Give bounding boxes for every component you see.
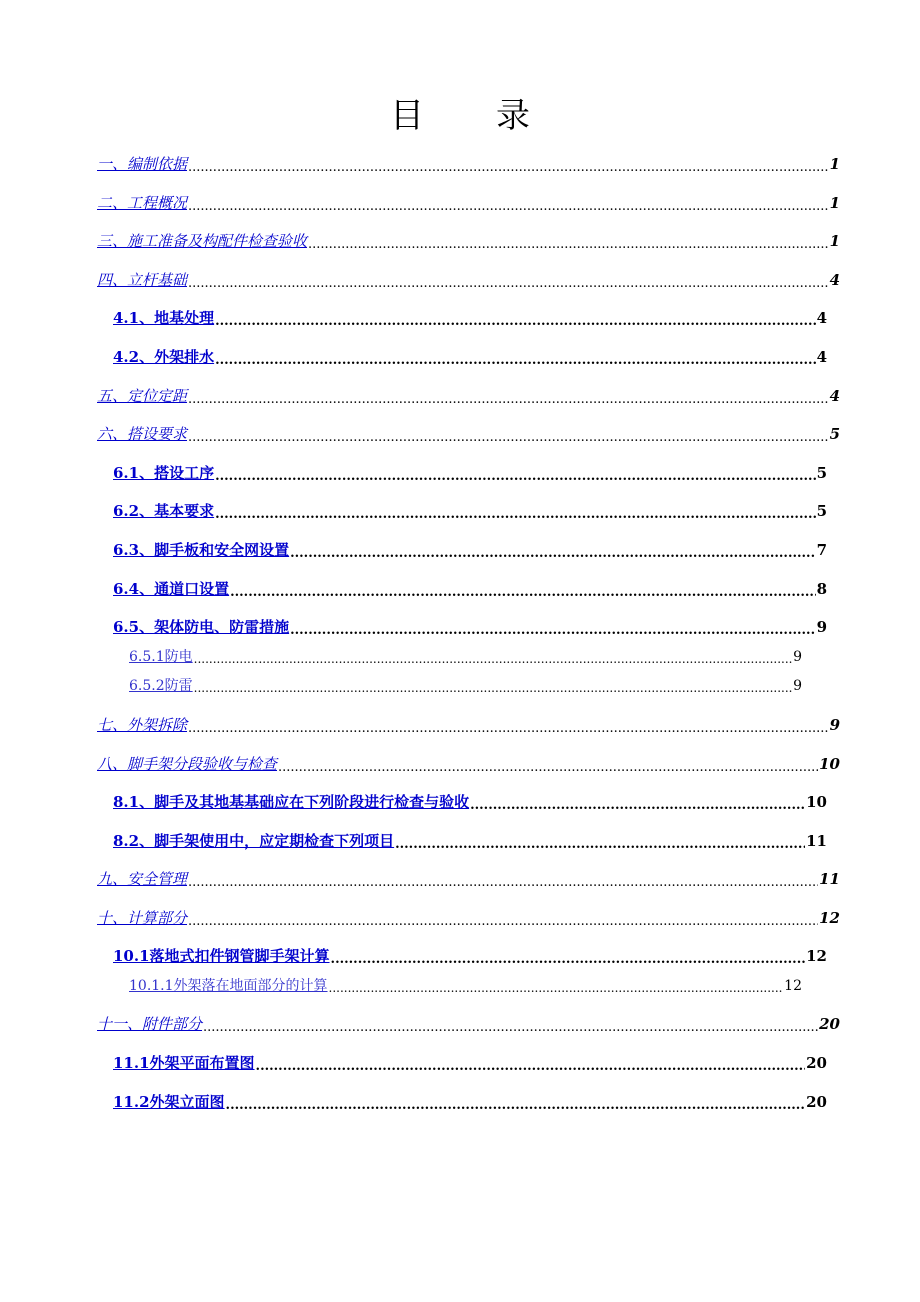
- toc-entry-link[interactable]: 10.1.1外架落在地面部分的计算: [129, 978, 328, 994]
- toc-entry[interactable]: [129, 646, 802, 668]
- toc-page-number: 11: [819, 870, 840, 888]
- dot-leader: [194, 679, 792, 695]
- toc-page-number: 12: [819, 909, 840, 927]
- toc-page-number: 1: [829, 194, 840, 212]
- toc-page-number: 20: [819, 1015, 840, 1033]
- dot-leader: [194, 650, 792, 666]
- toc-entry-link[interactable]: 11.1外架平面布置图: [113, 1054, 255, 1072]
- toc-entry-link[interactable]: 6.5、架体防电、防雷措施: [113, 618, 290, 636]
- toc-entry-link[interactable]: 6.1、搭设工序: [113, 464, 215, 482]
- dot-leader: [188, 912, 818, 928]
- toc-entry-link[interactable]: 五、定位定距: [97, 387, 188, 405]
- toc-page-number: 9: [816, 618, 827, 636]
- toc-entry[interactable]: [97, 153, 840, 175]
- toc-page-number: 20: [806, 1093, 827, 1111]
- dot-leader: [188, 274, 829, 290]
- toc-page-number: 4: [829, 387, 840, 405]
- toc-page-number: 12: [784, 978, 802, 994]
- toc-entry[interactable]: [97, 907, 840, 929]
- toc-page-number: 10: [819, 755, 840, 773]
- toc-entry-link[interactable]: 六、搭设要求: [97, 425, 188, 443]
- toc-entry[interactable]: [113, 307, 827, 329]
- dot-leader: [226, 1096, 806, 1112]
- toc-entry[interactable]: [113, 791, 827, 813]
- toc-entry-link[interactable]: 七、外架拆除: [97, 716, 188, 734]
- toc-entry-link[interactable]: 一、编制依据: [97, 155, 188, 173]
- toc-page-number: 9: [829, 716, 840, 734]
- toc-entry[interactable]: [97, 385, 840, 407]
- dot-leader: [215, 505, 815, 521]
- toc-page-number: 10: [806, 793, 827, 811]
- dot-leader: [329, 979, 784, 995]
- toc-page-number: 4: [829, 271, 840, 289]
- toc-entry-link[interactable]: 11.2外架立面图: [113, 1093, 225, 1111]
- dot-leader: [188, 719, 829, 735]
- toc-entry[interactable]: [97, 192, 840, 214]
- toc-page-number: 8: [816, 580, 827, 598]
- toc-page-number: 5: [829, 425, 840, 443]
- dot-leader: [188, 873, 818, 889]
- dot-leader: [215, 351, 815, 367]
- toc-entry[interactable]: [97, 423, 840, 445]
- toc-entry-link[interactable]: 6.4、通道口设置: [113, 580, 230, 598]
- toc-entry-link[interactable]: 6.5.1防电: [129, 649, 193, 665]
- toc-page-number: 9: [793, 649, 802, 665]
- toc-entry[interactable]: [113, 830, 827, 852]
- toc-entry-link[interactable]: 4.1、地基处理: [113, 309, 215, 327]
- toc-title: [0, 88, 920, 137]
- toc-page-number: 7: [816, 541, 827, 559]
- toc-entry-link[interactable]: 十、计算部分: [97, 909, 188, 927]
- dot-leader: [256, 1057, 806, 1073]
- toc-page-number: 4: [816, 348, 827, 366]
- toc-entry[interactable]: [113, 1091, 827, 1113]
- toc-page-number: 5: [816, 464, 827, 482]
- toc-entry-link[interactable]: 八、脚手架分段验收与检查: [97, 755, 278, 773]
- toc-entry[interactable]: [97, 269, 840, 291]
- toc-entry[interactable]: [97, 868, 840, 890]
- toc-entry[interactable]: [97, 1013, 840, 1035]
- toc-title-char-1: 目: [390, 96, 424, 136]
- toc-title-char-2: 录: [496, 96, 530, 136]
- toc-entry-link[interactable]: 6.5.2防雷: [129, 678, 193, 694]
- dot-leader: [230, 583, 815, 599]
- dot-leader: [395, 835, 805, 851]
- dot-leader: [188, 197, 829, 213]
- dot-leader: [188, 428, 829, 444]
- dot-leader: [215, 312, 815, 328]
- toc-entry-link[interactable]: 4.2、外架排水: [113, 348, 215, 366]
- toc-entry-link[interactable]: 九、安全管理: [97, 870, 188, 888]
- dot-leader: [470, 796, 805, 812]
- toc-page-number: 5: [816, 502, 827, 520]
- toc-entry[interactable]: [113, 500, 827, 522]
- toc-entry[interactable]: [97, 230, 840, 252]
- toc-page-number: 12: [806, 947, 827, 965]
- toc-entry[interactable]: [113, 578, 827, 600]
- dot-leader: [290, 621, 815, 637]
- dot-leader: [308, 235, 829, 251]
- dot-leader: [290, 544, 815, 560]
- toc-entry-link[interactable]: 10.1落地式扣件钢管脚手架计算: [113, 947, 330, 965]
- toc-entry[interactable]: [113, 346, 827, 368]
- toc-entry-link[interactable]: 8.1、脚手及其地基基础应在下列阶段进行检查与验收: [113, 793, 470, 811]
- toc-entry-link[interactable]: 四、立杆基础: [97, 271, 188, 289]
- toc-entry[interactable]: [97, 753, 840, 775]
- toc-entry-link[interactable]: 6.2、基本要求: [113, 502, 215, 520]
- dot-leader: [215, 467, 815, 483]
- toc-entry-link[interactable]: 6.3、脚手板和安全网设置: [113, 541, 290, 559]
- toc-entry[interactable]: [113, 539, 827, 561]
- toc-entry-link[interactable]: 二、工程概况: [97, 194, 188, 212]
- toc-page-number: 1: [829, 232, 840, 250]
- dot-leader: [278, 758, 818, 774]
- toc-entry-link[interactable]: 十一、附件部分: [97, 1015, 203, 1033]
- dot-leader: [188, 158, 829, 174]
- toc-page-number: 11: [806, 832, 827, 850]
- toc-entry[interactable]: [113, 616, 827, 638]
- toc-entry[interactable]: [129, 975, 802, 997]
- dot-leader: [188, 390, 829, 406]
- toc-entry[interactable]: [129, 675, 802, 697]
- toc-page-number: 9: [793, 678, 802, 694]
- toc-entry[interactable]: [113, 945, 827, 967]
- toc-entry[interactable]: [97, 714, 840, 736]
- toc-page-number: 4: [816, 309, 827, 327]
- toc-entry[interactable]: [113, 462, 827, 484]
- dot-leader: [331, 950, 806, 966]
- dot-leader: [203, 1018, 818, 1034]
- toc-entry[interactable]: [113, 1052, 827, 1074]
- toc-entry-link[interactable]: 三、施工准备及构配件检查验收: [97, 232, 308, 250]
- toc-page-number: 20: [806, 1054, 827, 1072]
- toc-page-number: 1: [829, 155, 840, 173]
- toc-entry-link[interactable]: 8.2、脚手架使用中，应定期检查下列项目: [113, 832, 395, 850]
